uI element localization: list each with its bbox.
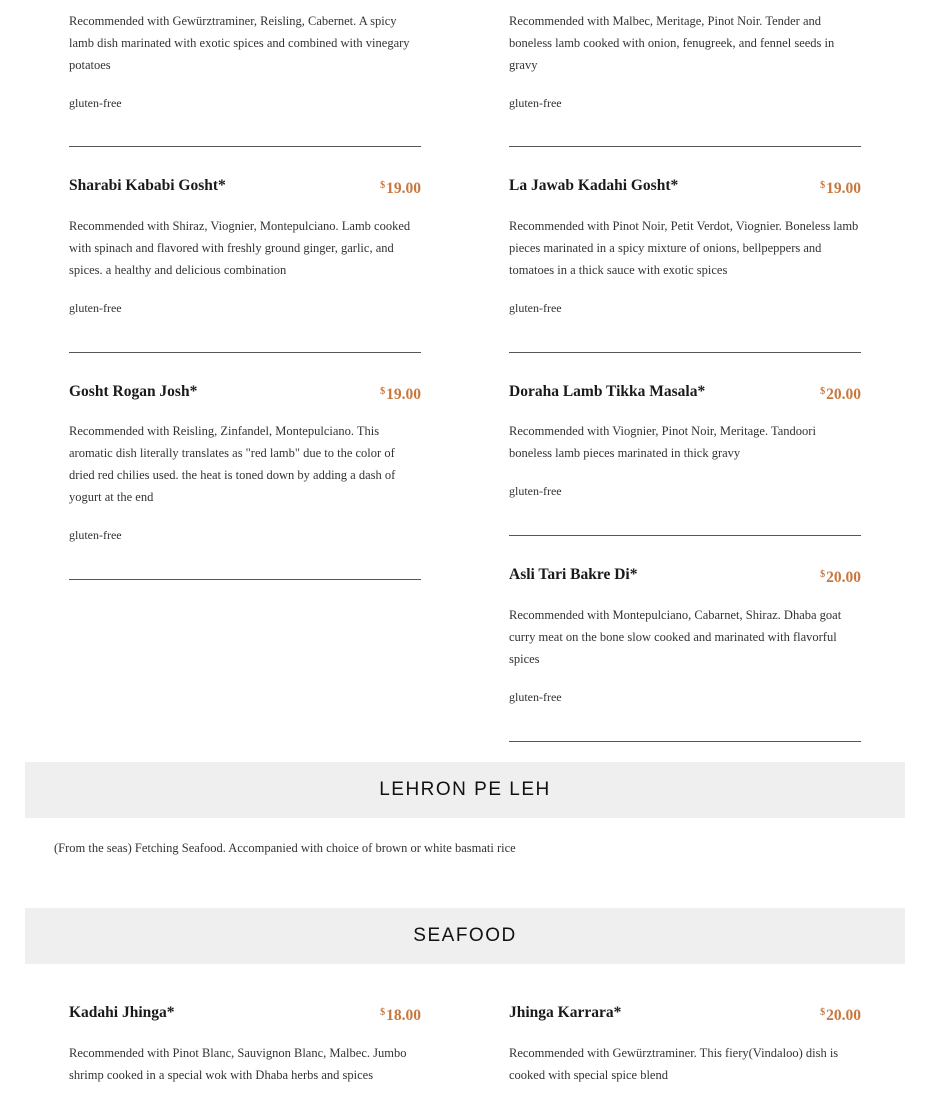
price-value: 19.00 — [386, 180, 421, 197]
item-price — [820, 563, 861, 590]
currency-symbol: $ — [380, 386, 386, 397]
item-description: Recommended with Pinot Blanc, Sauvignon Blanc, Malbec. Jumbo shrimp cooked in a special wok with Dhaba herbs and spices — [69, 1046, 407, 1082]
item-description: Recommended with Montepulciano, Cabarnet, Shiraz. Dhaba goat curry meat on the bone slow cooked and marinated with flavorful spices — [509, 608, 842, 666]
item-price — [380, 380, 421, 407]
item-name: Gosht Rogan Josh* — [69, 383, 198, 400]
price-value: 19.00 — [386, 386, 421, 403]
item-tag: gluten-free — [509, 96, 562, 110]
price-value: 19.00 — [826, 180, 861, 197]
item-tag: gluten-free — [69, 528, 122, 542]
item-divider — [69, 579, 421, 580]
item-name: La Jawab Kadahi Gosht* — [509, 177, 679, 194]
item-divider — [509, 352, 861, 353]
item-description: Recommended with Pinot Noir, Petit Verdot, Viognier. Boneless lamb pieces marinated in a spicy mixture of onions, bellpeppers and tomatoes in a thick sauce with exotic spices — [509, 219, 859, 277]
currency-symbol: $ — [380, 1007, 386, 1018]
currency-symbol: $ — [820, 386, 826, 397]
item-name: Jhinga Karrara* — [509, 1004, 622, 1021]
item-tag: gluten-free — [509, 690, 562, 704]
item-description: Recommended with Viognier, Pinot Noir, Meritage. Tandoori boneless lamb pieces marinated in thick gravy — [509, 424, 816, 460]
price-value: 20.00 — [826, 569, 861, 586]
currency-symbol: $ — [820, 569, 826, 580]
item-divider — [509, 146, 861, 147]
currency-symbol: $ — [820, 1007, 826, 1018]
price-value: 20.00 — [826, 386, 861, 403]
menu-item — [69, 174, 421, 316]
item-tag: gluten-free — [509, 301, 562, 315]
item-name: Doraha Lamb Tikka Masala* — [509, 383, 706, 400]
menu-item — [509, 563, 861, 705]
menu-item-partial-left — [69, 10, 421, 111]
item-price — [380, 174, 421, 201]
section-description: (From the seas) Fetching Seafood. Accompanied with choice of brown or white basmati rice — [54, 841, 516, 855]
section-header-lehron — [25, 762, 905, 818]
item-tag: gluten-free — [69, 301, 122, 315]
item-price — [380, 1001, 421, 1028]
item-price — [820, 174, 861, 201]
menu-item — [69, 1001, 421, 1086]
item-name: Asli Tari Bakre Di* — [509, 566, 638, 583]
menu-item — [69, 380, 421, 543]
currency-symbol: $ — [820, 180, 826, 191]
section-title: LEHRON PE LEH — [379, 779, 551, 800]
menu-item — [509, 1001, 861, 1086]
menu-item — [509, 174, 861, 316]
item-description: Recommended with Gewürztraminer. This fiery(Vindaloo) dish is cooked with special spice blend — [509, 1046, 839, 1082]
item-divider — [69, 146, 421, 147]
menu-item — [509, 380, 861, 499]
item-tag: gluten-free — [69, 96, 122, 110]
item-name: Kadahi Jhinga* — [69, 1004, 175, 1021]
item-divider — [509, 741, 861, 742]
menu-item-partial-right — [509, 10, 861, 111]
item-name: Sharabi Kababi Gosht* — [69, 177, 226, 194]
price-value: 18.00 — [386, 1007, 421, 1024]
item-description: Recommended with Shiraz, Viognier, Montepulciano. Lamb cooked with spinach and flavored with freshly ground ginger, garlic, and spices. a healthy and delicious combination — [69, 219, 411, 277]
section-title: SEAFOOD — [413, 925, 517, 946]
item-description: Recommended with Reisling, Zinfandel, Montepulciano. This aromatic dish literally translates as "red lamb" due to the color of dried red chilies used. the heat is toned down by adding a dash of yogurt at the end — [69, 424, 396, 504]
price-value: 20.00 — [826, 1007, 861, 1024]
item-description: Recommended with Gewürztraminer, Reisling, Cabernet. A spicy lamb dish marinated with exotic spices and combined with vinegary potatoes — [69, 14, 410, 72]
item-description: Recommended with Malbec, Meritage, Pinot Noir. Tender and boneless lamb cooked with onion, fenugreek, and fennel seeds in gravy — [509, 14, 835, 72]
item-tag: gluten-free — [509, 484, 562, 498]
item-divider — [69, 352, 421, 353]
item-divider — [509, 535, 861, 536]
item-price — [820, 1001, 861, 1028]
section-header-seafood — [25, 908, 905, 964]
item-price — [820, 380, 861, 407]
currency-symbol: $ — [380, 180, 386, 191]
